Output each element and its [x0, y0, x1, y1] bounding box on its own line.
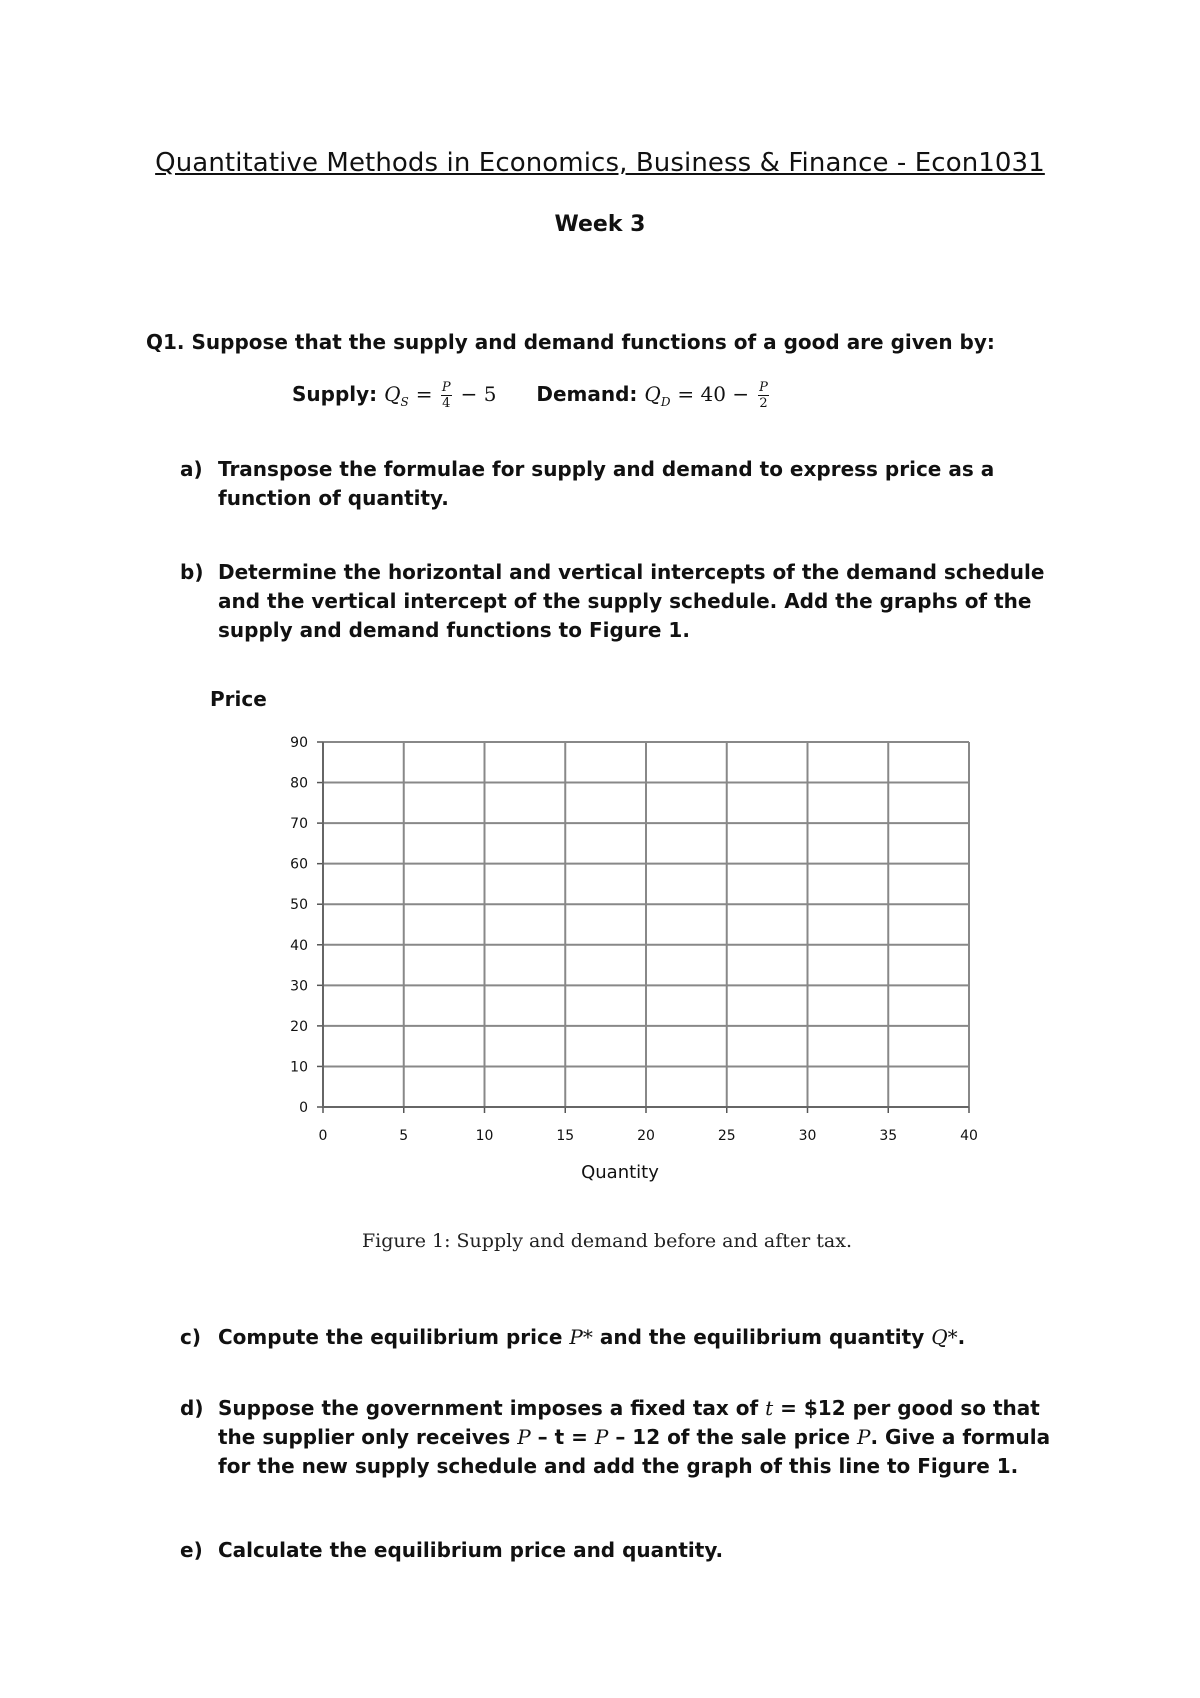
- part-c: [180, 1323, 1060, 1352]
- part-a-label: a): [180, 457, 203, 481]
- y-tick-label: 90: [290, 735, 308, 751]
- supply-fraction: $\frac{P}{4}$: [441, 380, 451, 411]
- y-tick-label: 10: [290, 1059, 308, 1076]
- part-c-label: c): [180, 1325, 201, 1349]
- x-axis-title: Quantity: [581, 1162, 659, 1183]
- demand-lhs: $Q_D$: [644, 382, 671, 409]
- part-d-text-4: – 12 of the sale price: [615, 1425, 851, 1449]
- part-d-text-2: = $12 per good so that the supplier only receives: [218, 1396, 1040, 1449]
- y-tick-label: 0: [299, 1100, 308, 1116]
- y-tick-label: 30: [290, 978, 308, 995]
- y-tick-label: 20: [290, 1018, 308, 1035]
- part-e: [180, 1536, 1060, 1565]
- x-tick-label: 5: [399, 1128, 409, 1144]
- page-title: Quantitative Methods in Economics, Business & Finance - Econ1031: [155, 148, 1045, 178]
- supply-lhs: $Q_S$: [384, 382, 409, 409]
- price-var-1: P: [517, 1425, 531, 1449]
- y-axis-title: Price: [210, 687, 267, 711]
- supply-label: Supply:: [292, 382, 378, 406]
- part-b-label: b): [180, 560, 204, 584]
- demand-const: 40 −: [700, 382, 750, 406]
- x-tick-label: 20: [637, 1128, 655, 1144]
- tax-variable: t: [765, 1396, 774, 1420]
- part-d-text-1: Suppose the government imposes a fixed tax of: [218, 1396, 759, 1420]
- x-tick-label: 30: [798, 1128, 817, 1144]
- y-tick-label: 80: [290, 775, 308, 792]
- week-heading: Week 3: [554, 212, 646, 237]
- question-label: Q1.: [146, 330, 185, 354]
- x-tick-label: 0: [318, 1128, 328, 1144]
- x-tick-label: 25: [717, 1128, 736, 1144]
- part-c-text-2: and the equilibrium quantity: [599, 1325, 925, 1349]
- supply-demand-formulas: Supply: $Q_S$ = $\frac{P}{4}$ − 5 Demand: $Q_D = 40$ − $\frac{P}{2}$: [292, 380, 768, 411]
- part-d-text-3: – t =: [537, 1425, 588, 1449]
- part-d-text-5: . Give a formula for the new supply schedule and add the graph of this line to Figure 1.: [218, 1425, 1051, 1478]
- x-tick-label: 40: [960, 1128, 978, 1144]
- x-tick-label: 15: [556, 1128, 575, 1144]
- question-intro: Suppose that the supply and demand functions of a good are given by:: [191, 330, 995, 354]
- p-star: P*: [569, 1325, 593, 1349]
- part-c-text-3: .: [957, 1325, 966, 1349]
- price-var-2: P: [594, 1425, 609, 1449]
- y-tick-label: 40: [290, 937, 308, 954]
- demand-fraction: $\frac{P}{2}$: [759, 380, 768, 411]
- y-tick-label: 70: [290, 816, 308, 833]
- demand-label: Demand:: [536, 382, 638, 406]
- part-b-text: Determine the horizontal and vertical intercepts of the demand schedule and the vertical intercept of the supply schedule. Add the graphs of the supply and demand functions to Figure 1.: [218, 560, 1045, 642]
- x-tick-label: 35: [879, 1128, 898, 1144]
- price-var-3: P: [857, 1425, 871, 1449]
- y-tick-label: 50: [290, 897, 308, 914]
- part-d-label: d): [180, 1396, 204, 1420]
- part-c-text-1: Compute the equilibrium price: [218, 1325, 563, 1349]
- supply-rest: − 5: [460, 382, 497, 406]
- part-a-text: Transpose the formulae for supply and demand to express price as a function of quantity.: [218, 457, 995, 510]
- x-tick-label: 10: [475, 1128, 494, 1144]
- q-star: Q*: [931, 1325, 958, 1349]
- part-e-text: Calculate the equilibrium price and quantity.: [218, 1538, 724, 1562]
- part-d: [180, 1394, 1060, 1481]
- figure-caption: Figure 1: Supply and demand before and after tax.: [361, 1230, 853, 1252]
- y-tick-label: 60: [290, 856, 308, 873]
- part-e-label: e): [180, 1538, 203, 1562]
